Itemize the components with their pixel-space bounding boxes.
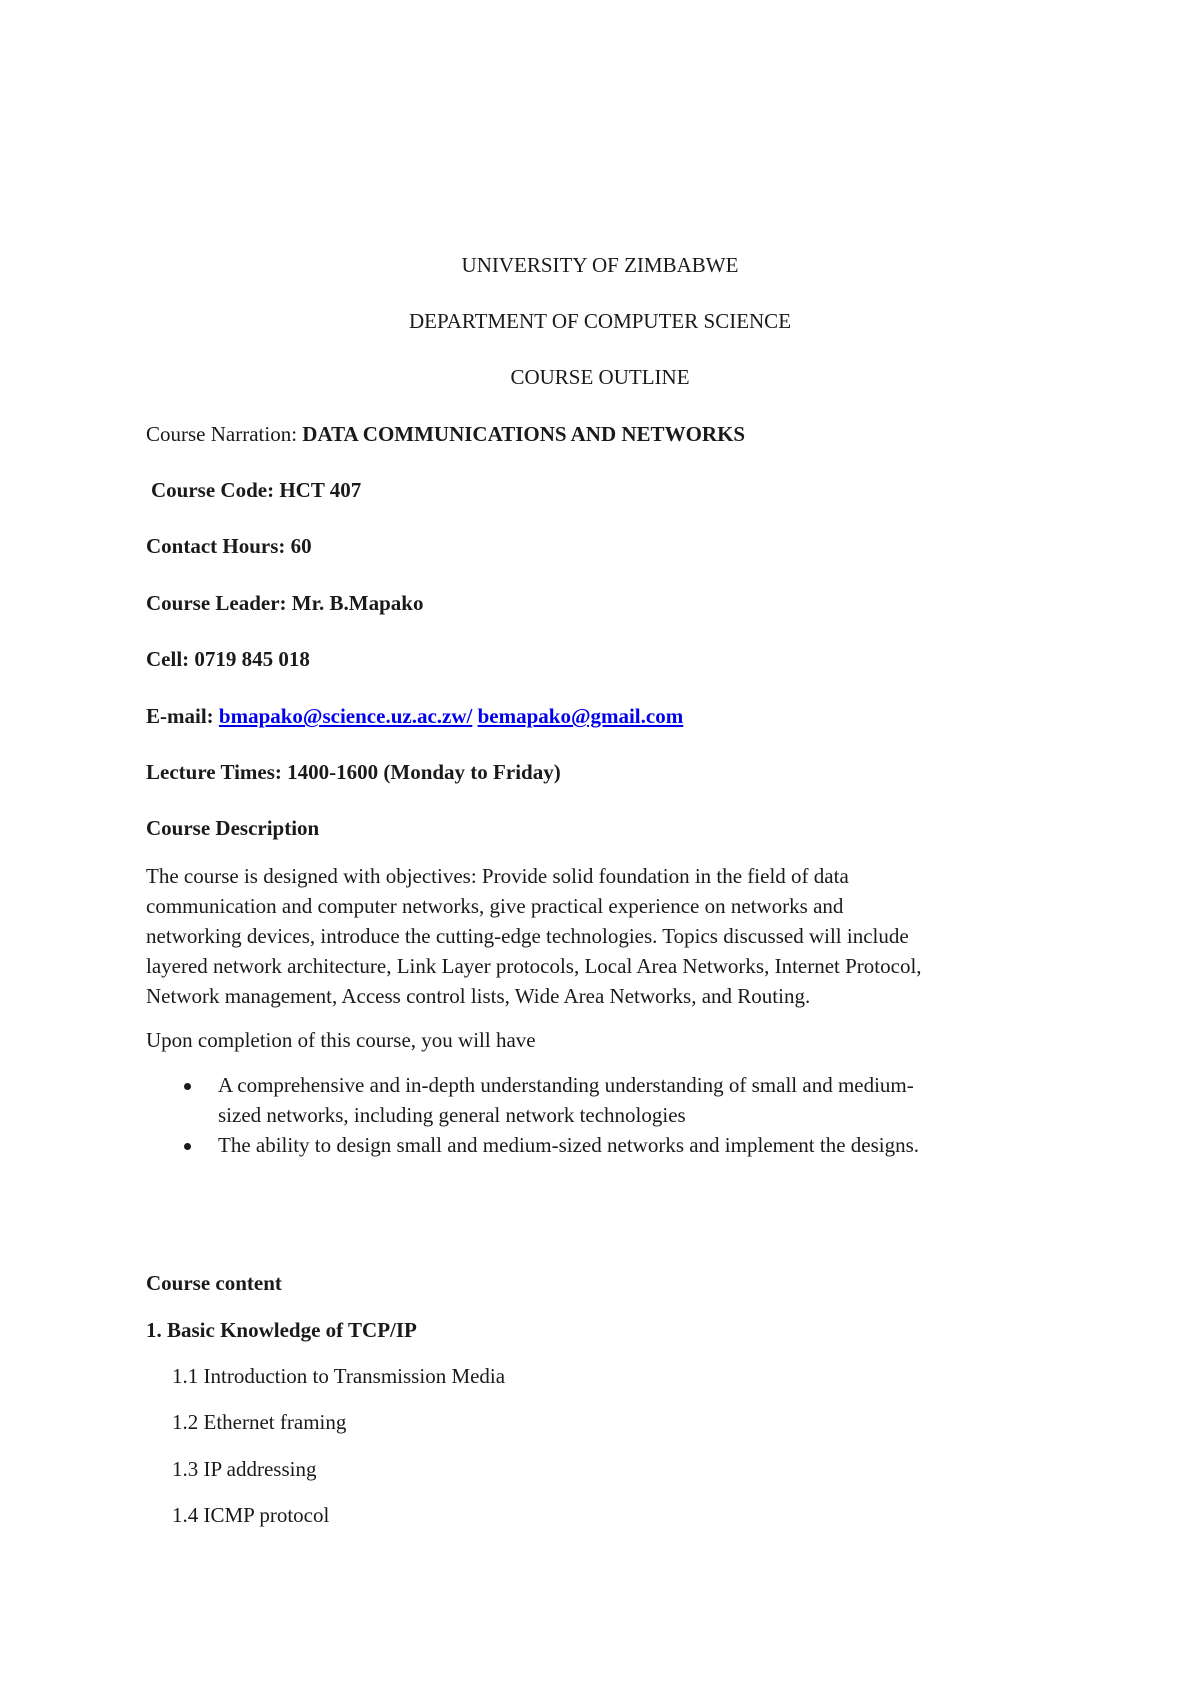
list-item [146, 1070, 1066, 1130]
outcome-line: A comprehensive and in-depth understanding understanding of small and medium- [218, 1073, 914, 1097]
bullet-icon [184, 1143, 191, 1150]
section-item: 1.3 IP addressing [172, 1457, 317, 1481]
course-code: Course Code: HCT 407 [151, 478, 362, 502]
course-narration-value: DATA COMMUNICATIONS AND NETWORKS [302, 422, 746, 446]
email-link-secondary[interactable]: bemapako@gmail.com [477, 704, 684, 728]
outcome-line: sized networks, including general network technologies [218, 1103, 686, 1127]
department-title: DEPARTMENT OF COMPUTER SCIENCE [408, 309, 792, 333]
email-label: E-mail: [146, 704, 214, 728]
lecture-times: Lecture Times: 1400-1600 (Monday to Friday) [146, 760, 561, 784]
course-narration-label: Course Narration: [146, 422, 303, 446]
cell-number: Cell: 0719 845 018 [146, 647, 310, 671]
course-leader: Course Leader: Mr. B.Mapako [146, 591, 424, 615]
document-type-title: COURSE OUTLINE [510, 365, 690, 389]
course-content-heading: Course content [146, 1271, 282, 1295]
description-line: communication and computer networks, give practical experience on networks and [146, 894, 844, 918]
description-line: networking devices, introduce the cutting-edge technologies. Topics discussed will include [146, 924, 909, 948]
course-narration [146, 419, 745, 449]
outcome-line: The ability to design small and medium-sized networks and implement the designs. [218, 1133, 920, 1157]
contact-hours: Contact Hours: 60 [146, 534, 312, 558]
email-row [146, 701, 683, 731]
section-item: 1.2 Ethernet framing [172, 1410, 347, 1434]
outcomes-list [146, 1070, 1066, 1160]
section-item: 1.4 ICMP protocol [172, 1503, 330, 1527]
section-title: 1. Basic Knowledge of TCP/IP [146, 1318, 417, 1342]
description-line: Network management, Access control lists, Wide Area Networks, and Routing. [146, 984, 811, 1008]
email-link-primary[interactable]: bmapako@science.uz.ac.zw/ [218, 704, 473, 728]
university-title: UNIVERSITY OF ZIMBABWE [461, 253, 739, 277]
description-line: The course is designed with objectives: Provide solid foundation in the field of data [146, 864, 849, 888]
list-item [146, 1130, 1066, 1160]
bullet-icon [184, 1083, 191, 1090]
course-description-paragraph [146, 861, 1066, 1011]
outcomes-intro: Upon completion of this course, you will have [146, 1028, 536, 1052]
description-line: layered network architecture, Link Layer protocols, Local Area Networks, Internet Protocol, [146, 954, 922, 978]
course-description-heading: Course Description [146, 816, 320, 840]
section-item: 1.1 Introduction to Transmission Media [172, 1364, 506, 1388]
